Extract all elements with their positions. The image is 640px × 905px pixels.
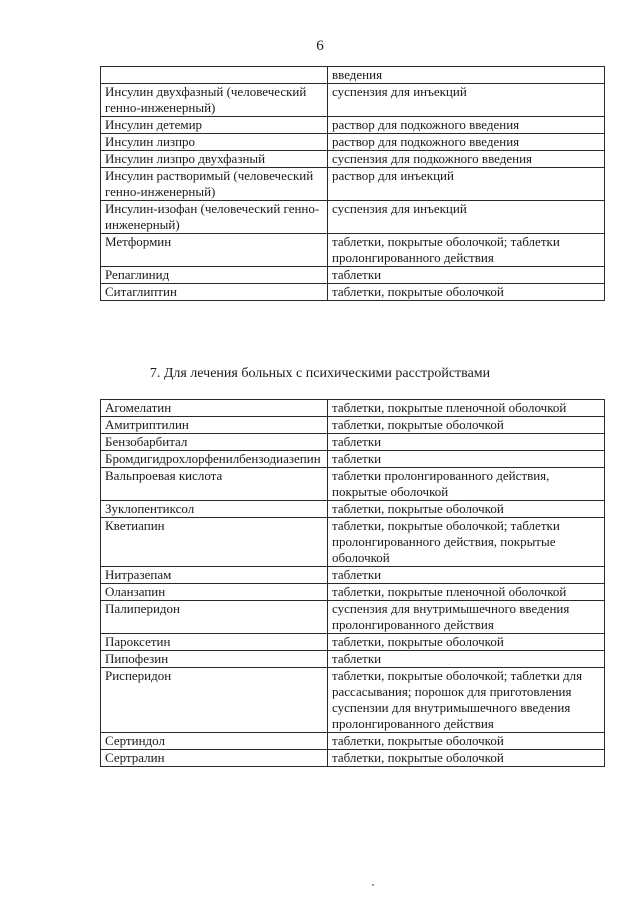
table-row [101, 518, 605, 567]
dosage-form-cell: таблетки [328, 451, 605, 468]
dosage-form-cell: таблетки, покрытые оболочкой; таблетки пролонгированного действия, покрытые оболочкой [328, 518, 605, 567]
dosage-form-cell: таблетки [328, 651, 605, 668]
drug-table-diabetes [100, 66, 605, 301]
dosage-form-cell: таблетки [328, 567, 605, 584]
table-row [101, 168, 605, 201]
dosage-form-cell: таблетки, покрытые оболочкой [328, 284, 605, 301]
dosage-form-cell: таблетки, покрытые оболочкой; таблетки пролонгированного действия [328, 234, 605, 267]
dosage-form-cell: суспензия для инъекций [328, 201, 605, 234]
dosage-form-cell: суспензия для внутримышечного введения пролонгированного действия [328, 601, 605, 634]
drug-name-cell: Инсулин двухфазный (человеческий генно-инженерный) [101, 84, 328, 117]
table-row [101, 451, 605, 468]
drug-name-cell: Пипофезин [101, 651, 328, 668]
table-row [101, 400, 605, 417]
table-row [101, 267, 605, 284]
drug-name-cell: Бромдигидрохлорфенилбензодиазепин [101, 451, 328, 468]
table-row [101, 417, 605, 434]
section-heading: 7. Для лечения больных с психическими расстройствами [149, 366, 491, 381]
table-row [101, 201, 605, 234]
drug-name-cell: Репаглинид [101, 267, 328, 284]
drug-name-cell: Инсулин детемир [101, 117, 328, 134]
drug-name-cell: Метформин [101, 234, 328, 267]
table-row [101, 284, 605, 301]
table-row [101, 117, 605, 134]
drug-name-cell: Бензобарбитал [101, 434, 328, 451]
page-number: 6 [316, 38, 324, 54]
table-row [101, 468, 605, 501]
dosage-form-cell: таблетки, покрытые пленочной оболочкой [328, 400, 605, 417]
drug-name-cell: Оланзапин [101, 584, 328, 601]
table-row [101, 601, 605, 634]
drug-name-cell: Палиперидон [101, 601, 328, 634]
dosage-form-cell: таблетки [328, 434, 605, 451]
drug-name-cell: Нитразепам [101, 567, 328, 584]
drug-name-cell: Амитриптилин [101, 417, 328, 434]
drug-name-cell [101, 67, 328, 84]
dosage-form-cell: таблетки, покрытые оболочкой [328, 733, 605, 750]
table-row [101, 434, 605, 451]
drug-name-cell: Пароксетин [101, 634, 328, 651]
drug-name-cell: Инсулин растворимый (человеческий генно-инженерный) [101, 168, 328, 201]
drug-name-cell: Сертралин [101, 750, 328, 767]
drug-name-cell: Зуклопентиксол [101, 501, 328, 518]
drug-name-cell: Инсулин лизпро двухфазный [101, 151, 328, 168]
dosage-form-cell: таблетки, покрытые оболочкой [328, 501, 605, 518]
dosage-form-cell: таблетки, покрытые оболочкой; таблетки для рассасывания; порошок для приготовления суспензии для внутримышечного введения пролонгированного действия [328, 668, 605, 733]
dosage-form-cell: таблетки, покрытые оболочкой [328, 417, 605, 434]
drug-table-psychiatric [100, 399, 605, 767]
drug-name-cell: Инсулин-изофан (человеческий генно-инженерный) [101, 201, 328, 234]
dosage-form-cell: таблетки, покрытые пленочной оболочкой [328, 584, 605, 601]
dosage-form-cell: раствор для подкожного введения [328, 117, 605, 134]
table-row [101, 501, 605, 518]
table-row [101, 151, 605, 168]
dosage-form-cell: таблетки пролонгированного действия, покрытые оболочкой [328, 468, 605, 501]
dosage-form-cell: раствор для инъекций [328, 168, 605, 201]
table-row [101, 634, 605, 651]
dosage-form-cell: таблетки, покрытые оболочкой [328, 750, 605, 767]
drug-name-cell: Кветиапин [101, 518, 328, 567]
table-row [101, 750, 605, 767]
table-row [101, 67, 605, 84]
table-row [101, 84, 605, 117]
dosage-form-cell: суспензия для подкожного введения [328, 151, 605, 168]
table-row [101, 668, 605, 733]
table-row [101, 651, 605, 668]
dosage-form-cell: раствор для подкожного введения [328, 134, 605, 151]
table-row [101, 567, 605, 584]
table-row [101, 234, 605, 267]
dosage-form-cell: таблетки, покрытые оболочкой [328, 634, 605, 651]
drug-name-cell: Сертиндол [101, 733, 328, 750]
drug-name-cell: Агомелатин [101, 400, 328, 417]
table-row [101, 733, 605, 750]
drug-name-cell: Ситаглиптин [101, 284, 328, 301]
dosage-form-cell: таблетки [328, 267, 605, 284]
dosage-form-cell: введения [328, 67, 605, 84]
drug-name-cell: Вальпроевая кислота [101, 468, 328, 501]
drug-name-cell: Инсулин лизпро [101, 134, 328, 151]
table-row [101, 134, 605, 151]
drug-name-cell: Рисперидон [101, 668, 328, 733]
table-row [101, 584, 605, 601]
scan-speck [372, 884, 374, 886]
dosage-form-cell: суспензия для инъекций [328, 84, 605, 117]
